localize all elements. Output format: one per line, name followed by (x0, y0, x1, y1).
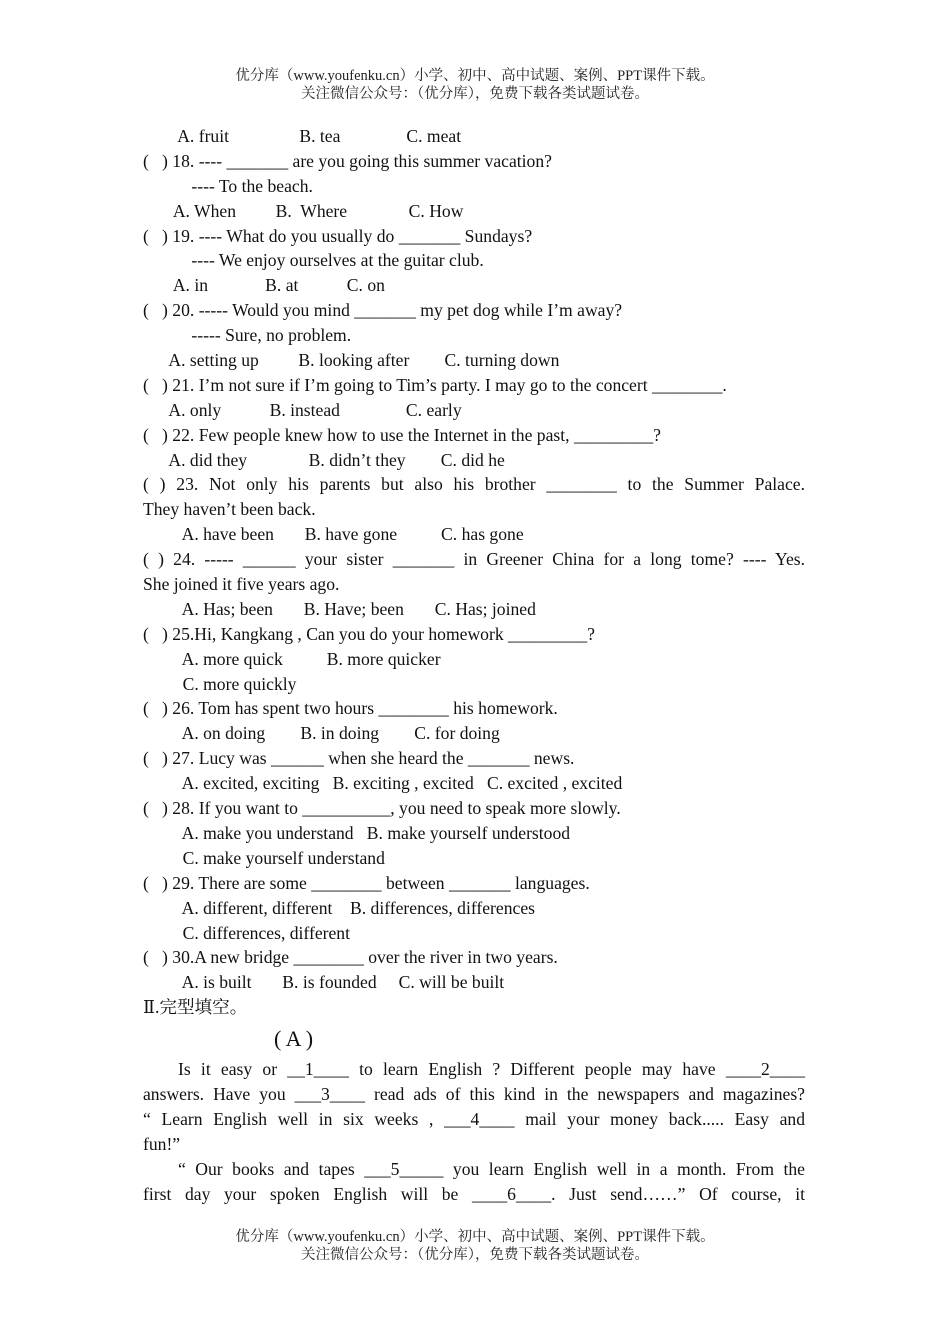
q22-question: ( ) 22. Few people knew how to use the Internet in the past, _________? (143, 424, 661, 445)
q25-options-1: A. more quick B. more quicker (143, 648, 441, 669)
q24-options: A. Has; been B. Have; been C. Has; joined (143, 598, 536, 619)
header-line-2: 关注微信公众号：（优分库），免费下载各类试题试卷。 (301, 86, 649, 102)
q23-options: A. have been B. have gone C. has gone (143, 524, 524, 545)
q21-question: ( ) 21. I’m not sure if I’m going to Tim’s party. I may go to the concert ________. (143, 374, 727, 395)
q29-options-2: C. differences, different (143, 922, 350, 943)
page-footer (0, 1228, 950, 1264)
q20-options: A. setting up B. looking after C. turning down (143, 350, 560, 371)
q30-options: A. is built B. is founded C. will be built (143, 972, 505, 993)
passage-p2-line-2: first day your spoken English will be ____6____. Just send……” Of course, it (143, 1183, 805, 1204)
q28-question: ( ) 28. If you want to __________, you need to speak more slowly. (143, 798, 621, 819)
q17-options: A. fruit B. tea C. meat (143, 126, 462, 146)
q21-options: A. only B. instead C. early (143, 399, 462, 420)
passage-p2-line-1: “ Our books and tapes ___5_____ you learn English well in a month. From the (178, 1158, 805, 1179)
q29-options-1: A. different, different B. differences, differences (143, 897, 535, 918)
q26-question: ( ) 26. Tom has spent two hours ________ his homework. (143, 698, 558, 719)
q29-question: ( ) 29. There are some ________ between _______ languages. (143, 872, 590, 893)
q19-question: ( ) 19. ---- What do you usually do _______ Sundays? (143, 225, 533, 246)
q18-options: A. When B. Where C. How (143, 200, 464, 221)
footer-line-1: 优分库（www.youfenku.cn）小学、初中、高中试题、案例、PPT课件下载。 (235, 1229, 715, 1245)
q24-question: ( ) 24. ----- ______ your sister _______ in Greener China for a long tome? ---- Yes. (143, 549, 805, 570)
header-line-1: 优分库（www.youfenku.cn）小学、初中、高中试题、案例、PPT课件下载。 (235, 68, 715, 84)
q19-options: A. in B. at C. on (143, 275, 385, 296)
q23-question: ( ) 23. Not only his parents but also his brother ________ to the Summer Palace. (143, 474, 805, 495)
section-2-title: Ⅱ.完型填空。 (143, 997, 248, 1018)
q20-answer: ----- Sure, no problem. (143, 325, 352, 346)
q25-question: ( ) 25.Hi, Kangkang , Can you do your homework _________? (143, 623, 595, 644)
q25-options-2: C. more quickly (143, 673, 297, 694)
q18-question: ( ) 18. ---- _______ are you going this summer vacation? (143, 150, 552, 171)
page-header (0, 67, 950, 103)
q18-answer: ---- To the beach. (143, 175, 313, 196)
passage-p1-line-2: answers. Have you ___3____ read ads of this kind in the newspapers and magazines? (143, 1083, 805, 1104)
passage-p1-line-1: Is it easy or __1____ to learn English ? Different people may have ____2____ (178, 1059, 805, 1080)
q27-options: A. excited, exciting B. exciting , excited C. excited , excited (143, 773, 623, 794)
q28-options-2: C. make yourself understand (143, 847, 385, 868)
q22-options: A. did they B. didn’t they C. did he (143, 449, 505, 470)
passage-a-heading: ( A ) (274, 1026, 314, 1052)
q20-question: ( ) 20. ----- Would you mind _______ my pet dog while I’m away? (143, 300, 623, 321)
footer-line-2: 关注微信公众号：（优分库），免费下载各类试题试卷。 (301, 1247, 649, 1263)
document-body (143, 124, 805, 1206)
q26-options: A. on doing B. in doing C. for doing (143, 723, 500, 744)
q19-answer: ---- We enjoy ourselves at the guitar club. (143, 250, 484, 271)
passage-p1-line-3: “ Learn English well in six weeks , ___4____ mail your money back..... Easy and (143, 1108, 805, 1129)
q30-question: ( ) 30.A new bridge ________ over the river in two years. (143, 947, 558, 968)
q23-question-cont: They haven’t been back. (143, 499, 316, 520)
q27-question: ( ) 27. Lucy was ______ when she heard the _______ news. (143, 748, 575, 769)
q24-question-cont: She joined it five years ago. (143, 574, 340, 595)
passage-p1-line-4: fun!” (143, 1133, 181, 1154)
q28-options-1: A. make you understand B. make yourself understood (143, 822, 571, 843)
